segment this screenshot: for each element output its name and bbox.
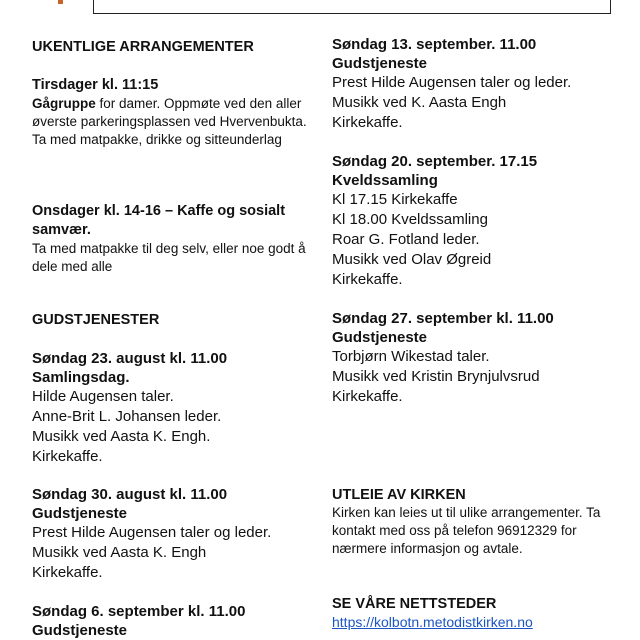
service-event [32,602,312,640]
service-event [332,35,632,133]
walking-group-label: Gågruppe [32,96,96,111]
event-subtitle: Gudstjeneste [332,329,428,346]
tuesday-title: Tirsdager kl. 11:15 [32,77,159,93]
wednesday-title: Onsdager kl. 14-16 – Kaffe og sosialt samvær. [32,203,286,238]
websites-heading: SE VÅRE NETTSTEDER [332,596,497,612]
wednesday-text: Ta med matpakke til deg selv, eller noe godt å dele med alle [32,241,306,274]
rental-heading: UTLEIE AV KIRKEN [332,487,466,503]
event-subtitle: Kveldssamling [332,172,438,189]
services-heading: GUDSTJENESTER [32,312,160,328]
event-line: Kirkekaffe. [332,114,403,131]
event-line: Hilde Augensen taler. [32,388,174,405]
event-title: Søndag 30. august kl. 11.00 [32,486,228,503]
corner-accent-mark [58,0,63,4]
event-line: Musikk ved Aasta K. Engh [32,544,207,561]
event-title: Søndag 20. september. 17.15 [332,153,538,170]
event-line: Kl 17.15 Kirkekaffe [332,191,458,208]
event-line: Torbjørn Wikestad taler. [332,348,490,365]
event-line: Anne-Brit L. Johansen leder. [32,408,222,425]
rental-section [332,486,632,558]
event-line: Roar G. Fotland leder. [332,231,480,248]
event-line: Musikk ved Aasta K. Engh. [32,428,211,445]
event-line: Kirkekaffe. [332,271,403,288]
service-event [32,349,312,467]
event-line: Prest Hilde Augensen taler og leder. [32,524,272,541]
weekly-section [32,38,312,56]
event-line: Kl 18.00 Kveldssamling [332,211,488,228]
event-line: Prest Hilde Augensen taler og leder. [332,74,572,91]
event-subtitle: Gudstjeneste [32,622,128,639]
tuesday-event [32,76,312,149]
rental-text: Kirken kan leies ut til ulike arrangementer. Ta kontakt med oss på telefon 96912329 for nærmere informasjon og avtale. [332,505,601,556]
event-subtitle: Gudstjeneste [332,55,428,72]
event-subtitle: Samlingsdag. [32,369,130,386]
event-line: Musikk ved Olav Øgreid [332,251,492,268]
services-section [32,311,312,329]
service-event [332,309,632,407]
event-title: Søndag 23. august kl. 11.00 [32,350,228,367]
service-event [332,152,632,290]
event-title: Søndag 6. september kl. 11.00 [32,603,246,620]
event-line: Musikk ved Kristin Brynjulvsrud [332,368,540,385]
service-event [32,485,312,583]
wednesday-event [32,202,312,276]
event-line: Kirkekaffe. [32,564,103,581]
event-title: Søndag 13. september. 11.00 [332,36,537,53]
top-frame-box [93,0,611,14]
tuesday-text [32,95,312,149]
event-line: Kirkekaffe. [32,448,103,465]
weekly-heading: UKENTLIGE ARRANGEMENTER [32,39,254,55]
event-title: Søndag 27. september kl. 11.00 [332,310,554,327]
event-line: Kirkekaffe. [332,388,403,405]
tuesday-description: for damer. Oppmøte ved den aller øverste parkeringsplassen ved Hvervenbukta. Ta med matpakke, drikke og sitteunderlag [32,96,307,147]
websites-section [332,595,632,631]
event-line: Musikk ved K. Aasta Engh [332,94,507,111]
website-link[interactable]: https://kolbotn.metodistkirken.no [332,614,533,630]
event-subtitle: Gudstjeneste [32,505,128,522]
